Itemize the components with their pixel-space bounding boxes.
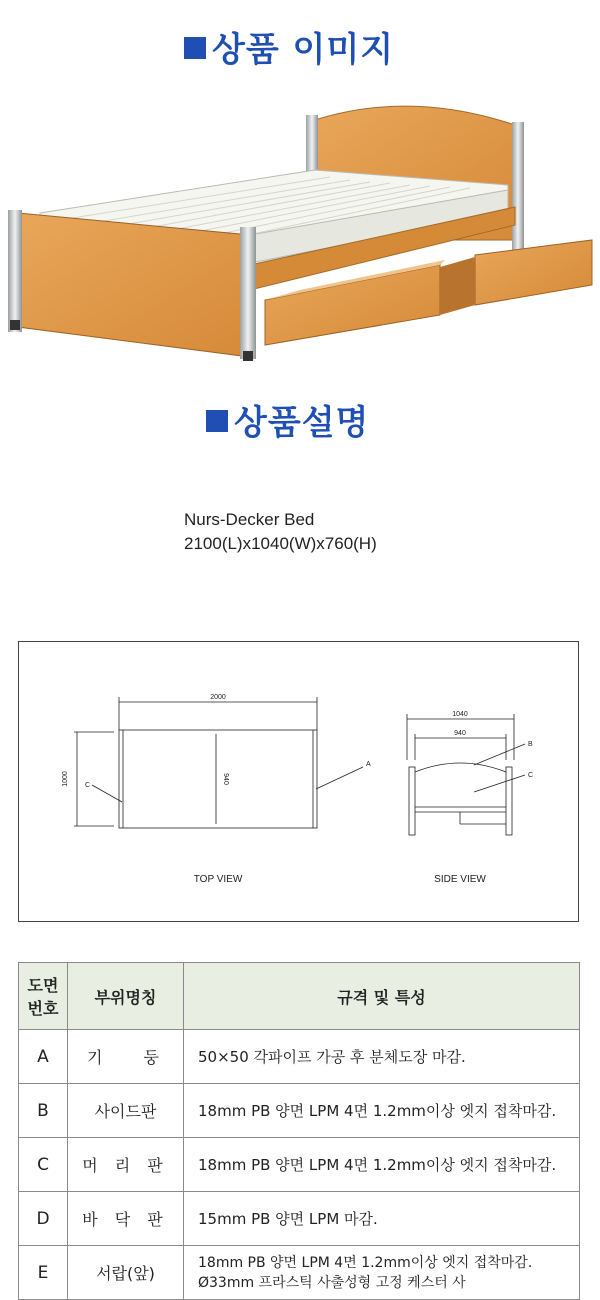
label-a: A [366, 761, 371, 768]
row-code: D [19, 1192, 68, 1246]
spec-table-header [19, 963, 580, 1030]
spec-table [18, 962, 580, 1300]
dim-length: 2000 [210, 694, 226, 701]
technical-drawing [18, 641, 579, 922]
header-code-line1: 도면 [27, 976, 59, 995]
row-spec: 15mm PB 양면 LPM 마감. [184, 1192, 580, 1246]
side-view-drawing [407, 711, 533, 885]
top-view-caption: TOP VIEW [193, 874, 243, 885]
top-view-drawing [62, 694, 371, 885]
row-spec [184, 1246, 580, 1300]
product-size: 2100(L)x1040(W)x760(H) [184, 534, 377, 553]
row-spec-line2: Ø33mm 프라스틱 사출성형 고정 케스터 사 [198, 1274, 466, 1291]
heading-text: 상품 이미지 [212, 30, 395, 70]
row-code: A [19, 1030, 68, 1084]
dim-side-inner: 940 [454, 730, 466, 737]
label-c-side: C [528, 772, 534, 779]
row-part: 사이드판 [68, 1084, 184, 1138]
table-row [19, 1192, 580, 1246]
heading-text: 상품설명 [234, 403, 370, 443]
bed-product-image [0, 95, 600, 375]
header-part: 부위명칭 [68, 963, 184, 1030]
row-part: 기 둥 [68, 1030, 184, 1084]
side-view-caption: SIDE VIEW [434, 874, 486, 885]
table-row [19, 1084, 580, 1138]
header-code-line2: 번호 [27, 999, 59, 1018]
table-row [19, 1030, 580, 1084]
square-bullet-icon [184, 37, 206, 59]
square-bullet-icon [206, 410, 228, 432]
header-code [19, 963, 68, 1030]
dim-side-width: 1040 [452, 711, 468, 718]
label-c: C [85, 782, 91, 789]
header-spec: 규격 및 특성 [184, 963, 580, 1030]
row-part: 서랍(앞) [68, 1246, 184, 1300]
label-b: B [528, 741, 533, 748]
table-row [19, 1138, 580, 1192]
row-code: B [19, 1084, 68, 1138]
row-spec: 18mm PB 양면 LPM 4면 1.2mm이상 엣지 접착마감. [184, 1138, 580, 1192]
row-code: C [19, 1138, 68, 1192]
row-spec: 50×50 각파이프 가공 후 분체도장 마감. [184, 1030, 580, 1084]
dim-inner: 940 [222, 773, 229, 785]
product-name: Nurs-Decker Bed [184, 510, 315, 529]
section-heading-product-description [206, 395, 369, 444]
row-spec-line1: 18mm PB 양면 LPM 4면 1.2mm이상 엣지 접착마감. [198, 1254, 533, 1271]
table-row [19, 1246, 580, 1300]
row-part: 머 리 판 [68, 1138, 184, 1192]
row-part: 바 닥 판 [68, 1192, 184, 1246]
dim-width: 1000 [62, 771, 69, 787]
row-spec: 18mm PB 양면 LPM 4면 1.2mm이상 엣지 접착마감. [184, 1084, 580, 1138]
row-code: E [19, 1246, 68, 1300]
section-heading-product-image [184, 22, 394, 71]
